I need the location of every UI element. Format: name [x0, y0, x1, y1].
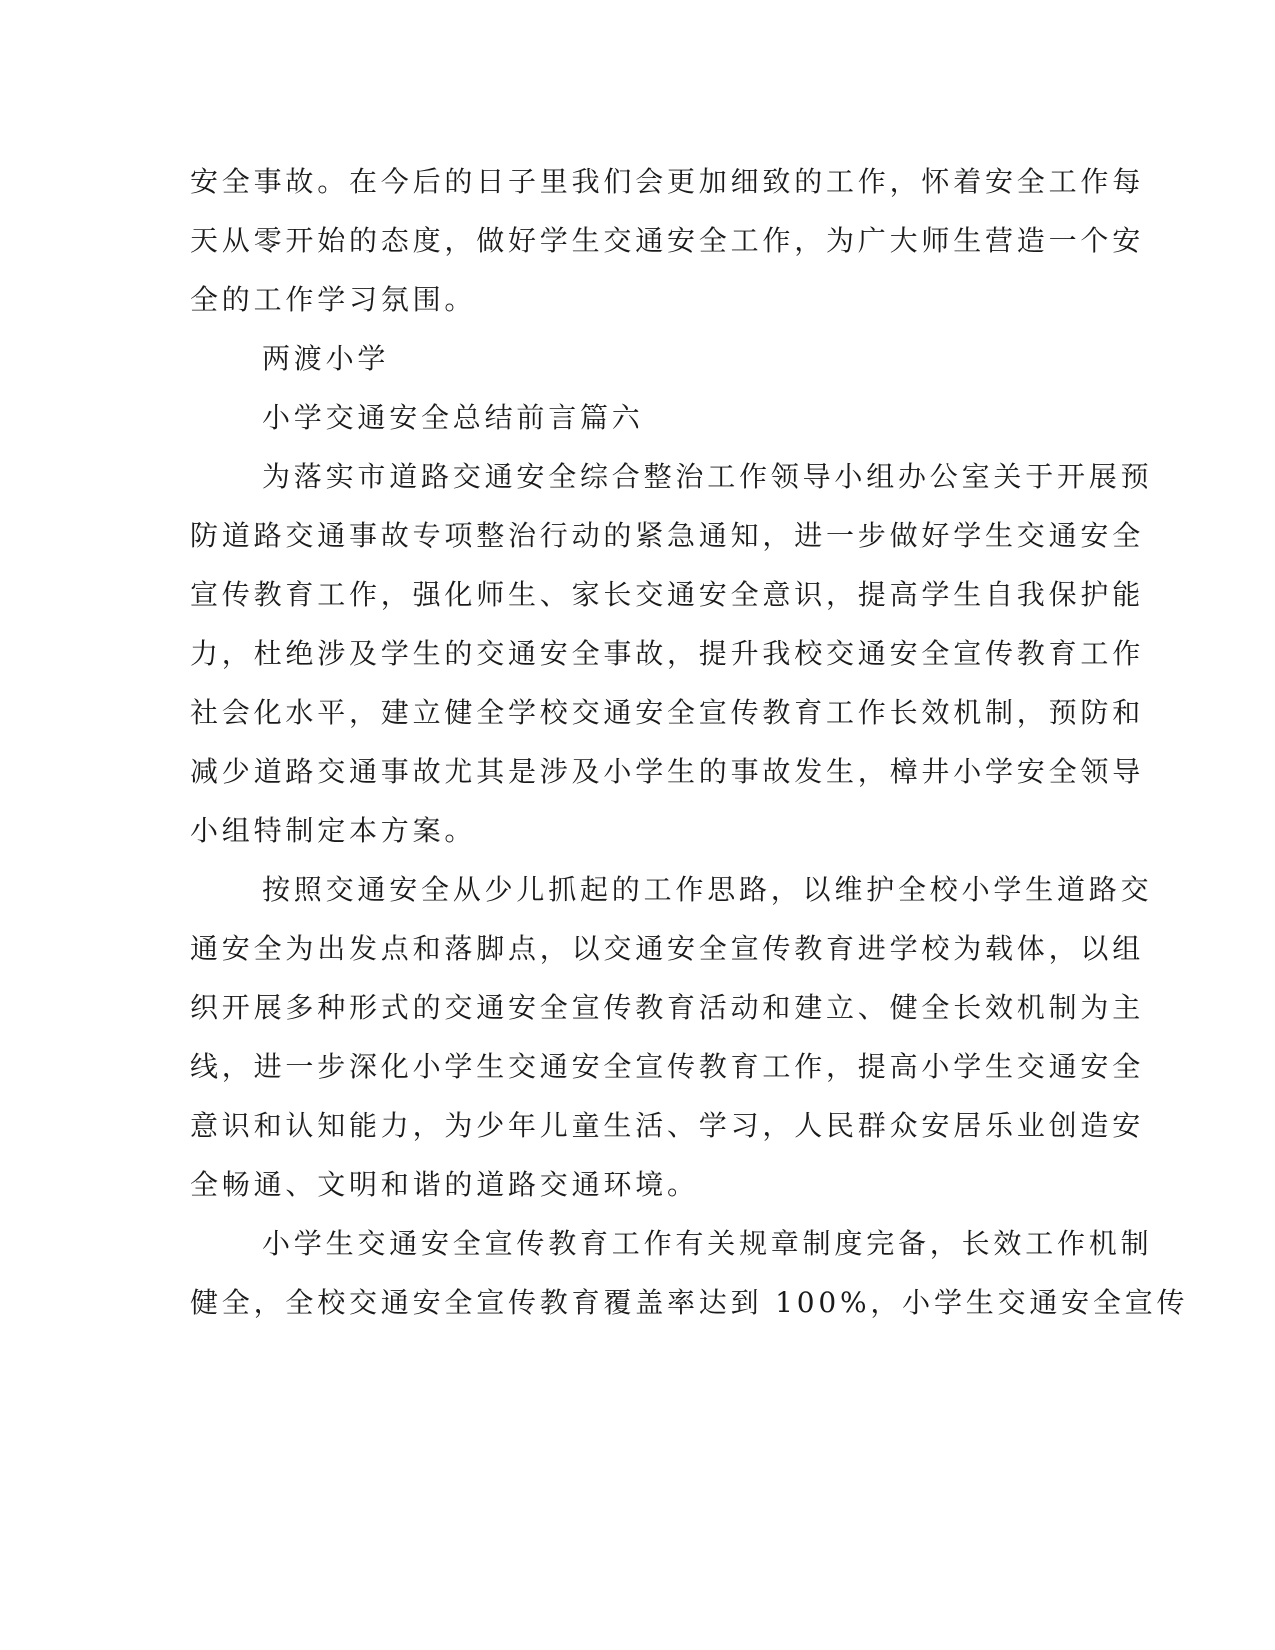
paragraph-line: 小学生交通安全宣传教育工作有关规章制度完备，长效工作机制 — [262, 1227, 1153, 1260]
paragraph-line: 意识和认知能力，为少年儿童生活、学习，人民群众安居乐业创造安 — [190, 1109, 1145, 1142]
paragraph-line: 线，进一步深化小学生交通安全宣传教育工作，提高小学生交通安全 — [190, 1050, 1145, 1083]
paragraph-line: 通安全为出发点和落脚点，以交通安全宣传教育进学校为载体，以组 — [190, 932, 1145, 965]
paragraph-line: 防道路交通事故专项整治行动的紧急通知，进一步做好学生交通安全 — [190, 519, 1145, 552]
paragraph-line: 安全事故。在今后的日子里我们会更加细致的工作，怀着安全工作每 — [190, 165, 1145, 198]
paragraph-line: 按照交通安全从少儿抓起的工作思路，以维护全校小学生道路交 — [262, 873, 1153, 906]
paragraph-line: 减少道路交通事故尤其是涉及小学生的事故发生，樟井小学安全领导 — [190, 755, 1145, 788]
paragraph-line: 小组特制定本方案。 — [190, 814, 477, 847]
signature-school-name: 两渡小学 — [262, 342, 390, 375]
paragraph-line: 宣传教育工作，强化师生、家长交通安全意识，提高学生自我保护能 — [190, 578, 1145, 611]
paragraph-line: 织开展多种形式的交通安全宣传教育活动和建立、健全长效机制为主 — [190, 991, 1145, 1024]
section-heading: 小学交通安全总结前言篇六 — [262, 401, 644, 434]
paragraph-line: 力，杜绝涉及学生的交通安全事故，提升我校交通安全宣传教育工作 — [190, 637, 1145, 670]
paragraph-line: 全畅通、文明和谐的道路交通环境。 — [190, 1168, 699, 1201]
paragraph-line: 全的工作学习氛围。 — [190, 283, 477, 316]
paragraph-line: 健全，全校交通安全宣传教育覆盖率达到 100%，小学生交通安全宣传 — [190, 1286, 1189, 1319]
paragraph-line: 为落实市道路交通安全综合整治工作领导小组办公室关于开展预 — [262, 460, 1153, 493]
paragraph-line: 社会化水平，建立健全学校交通安全宣传教育工作长效机制，预防和 — [190, 696, 1145, 729]
paragraph-line: 天从零开始的态度，做好学生交通安全工作，为广大师生营造一个安 — [190, 224, 1145, 257]
